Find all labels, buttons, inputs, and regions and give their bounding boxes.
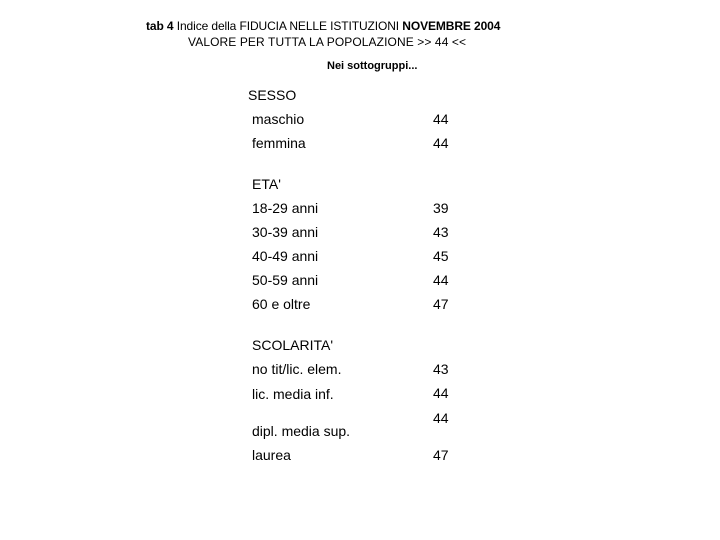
row-label: dipl. media sup.: [252, 423, 351, 439]
section-title-sesso: SESSO: [248, 87, 297, 103]
page-title: [146, 19, 500, 33]
row-label: femmina: [252, 135, 306, 151]
row-label: 18-29 anni: [252, 200, 319, 216]
row-value: 39: [433, 200, 449, 216]
row-value: 44: [433, 111, 449, 127]
row-value: 47: [433, 447, 449, 463]
row-label: laurea: [252, 447, 291, 463]
row-value: 44: [433, 385, 449, 401]
row-value: 43: [433, 361, 449, 377]
row-value: 44: [433, 410, 449, 426]
row-label: lic. media inf.: [252, 386, 334, 402]
title-month: NOVEMBRE 2004: [402, 19, 501, 33]
section-title-scolarita: SCOLARITA': [252, 337, 333, 353]
row-label: 40-49 anni: [252, 248, 319, 264]
row-value: 44: [433, 135, 449, 151]
row-label: no tit/lic. elem.: [252, 361, 342, 377]
row-value: 47: [433, 296, 449, 312]
subgroups-heading: Nei sottogruppi...: [327, 60, 418, 72]
tab-label: tab 4: [146, 19, 174, 33]
row-label: maschio: [252, 111, 305, 127]
row-value: 44: [433, 272, 449, 288]
row-label: 30-39 anni: [252, 224, 319, 240]
row-value: 43: [433, 224, 449, 240]
row-label: 60 e oltre: [252, 296, 311, 312]
row-label: 50-59 anni: [252, 272, 319, 288]
population-value-line: VALORE PER TUTTA LA POPOLAZIONE >> 44 <<: [188, 35, 467, 49]
section-title-eta: ETA': [252, 176, 281, 192]
title-text: Indice della FIDUCIA NELLE ISTITUZIONI: [176, 19, 400, 33]
row-value: 45: [433, 248, 449, 264]
